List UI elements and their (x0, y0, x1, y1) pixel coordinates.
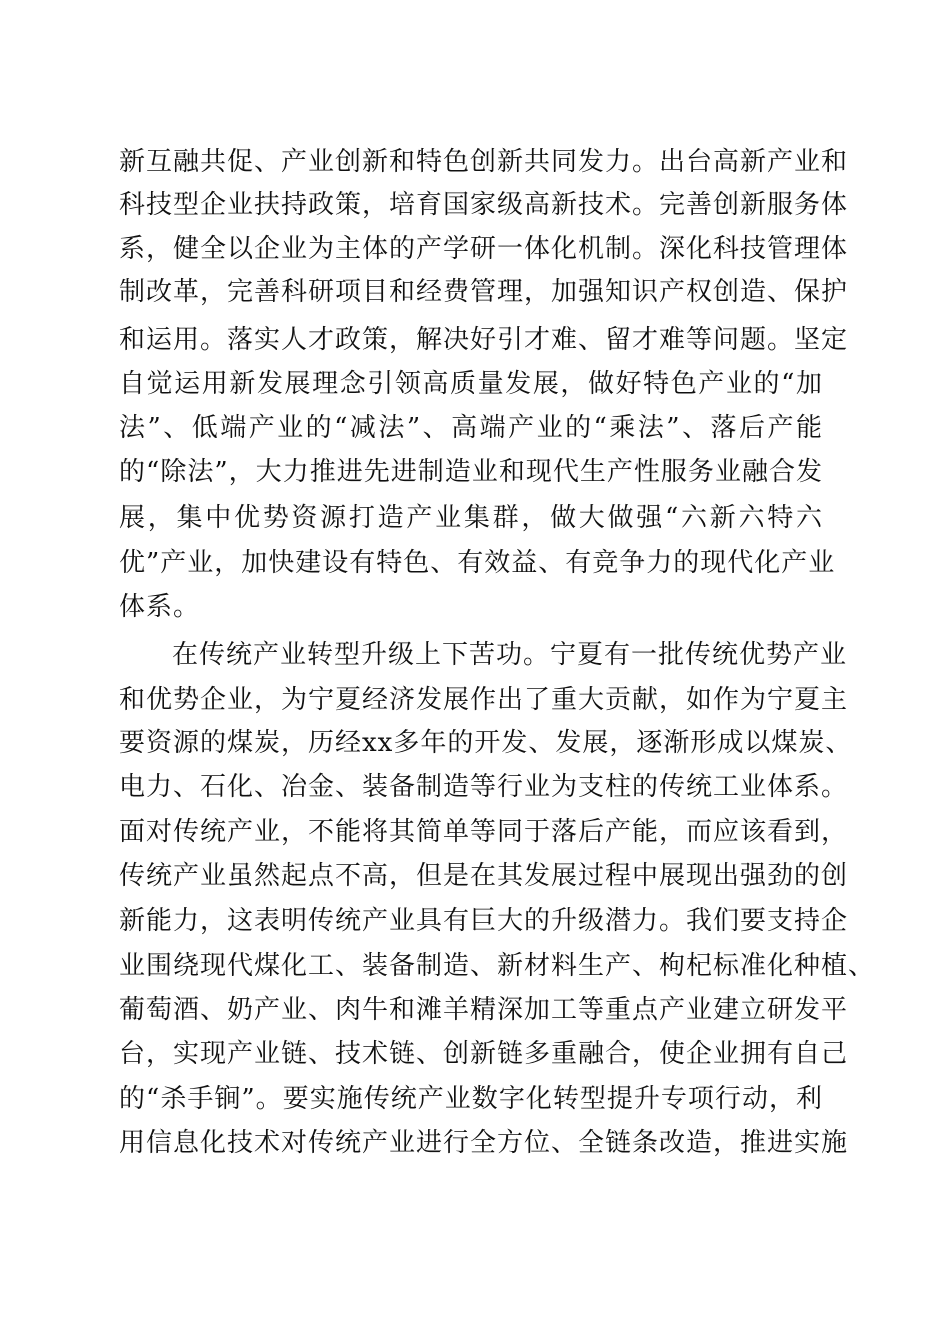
text-line: 新互融共促、产业创新和特色创新共同发力。出台高新产业和 (119, 147, 849, 177)
text-line: 体系。 (119, 592, 201, 622)
text-line: 要资源的煤炭，历经xx多年的开发、发展，逐渐形成以煤炭、 (119, 728, 853, 758)
text-line: 台，实现产业链、技术链、创新链多重融合，使企业拥有自己 (119, 1039, 849, 1069)
text-line: 电力、石化、冶金、装备制造等行业为支柱的传统工业体系。 (119, 772, 849, 802)
text-line: 科技型企业扶持政策，培育国家级高新技术。完善创新服务体 (119, 190, 849, 220)
text-line: 的“除法”，大力推进先进制造业和现代生产性服务业融合发 (119, 457, 823, 487)
text-line: 法”、低端产业的“减法”、高端产业的“乘法”、落后产能 (119, 413, 823, 443)
text-line: 自觉运用新发展理念引领高质量发展，做好特色产业的“加 (119, 369, 823, 399)
text-line: 用信息化技术对传统产业进行全方位、全链条改造，推进实施 (119, 1128, 849, 1158)
text-line: 业围绕现代煤化工、装备制造、新材料生产、枸杞标准化种植、 (119, 951, 876, 981)
text-line: 制改革，完善科研项目和经费管理，加强知识产权创造、保护 (119, 277, 849, 307)
text-line: 传统产业虽然起点不高，但是在其发展过程中展现出强劲的创 (119, 861, 849, 891)
text-line: 的“杀手锏”。要实施传统产业数字化转型提升专项行动，利 (119, 1084, 823, 1114)
text-line: 和优势企业，为宁夏经济发展作出了重大贡献，如作为宁夏主 (119, 685, 849, 715)
text-line: 展，集中优势资源打造产业集群，做大做强“六新六特六 (119, 503, 823, 533)
text-line: 系，健全以企业为主体的产学研一体化机制。深化科技管理体 (119, 234, 849, 264)
text-line: 新能力，这表明传统产业具有巨大的升级潜力。我们要支持企 (119, 906, 849, 936)
text-line: 面对传统产业，不能将其简单等同于落后产能，而应该看到， (119, 817, 849, 847)
text-line: 葡萄酒、奶产业、肉牛和滩羊精深加工等重点产业建立研发平 (119, 995, 849, 1025)
text-line: 优”产业，加快建设有特色、有效益、有竞争力的现代化产业 (119, 548, 836, 578)
text-line: 和运用。落实人才政策，解决好引才难、留才难等问题。坚定 (119, 325, 849, 355)
paragraph-first-line: 在传统产业转型升级上下苦功。宁夏有一批传统优势产业 (172, 640, 848, 670)
